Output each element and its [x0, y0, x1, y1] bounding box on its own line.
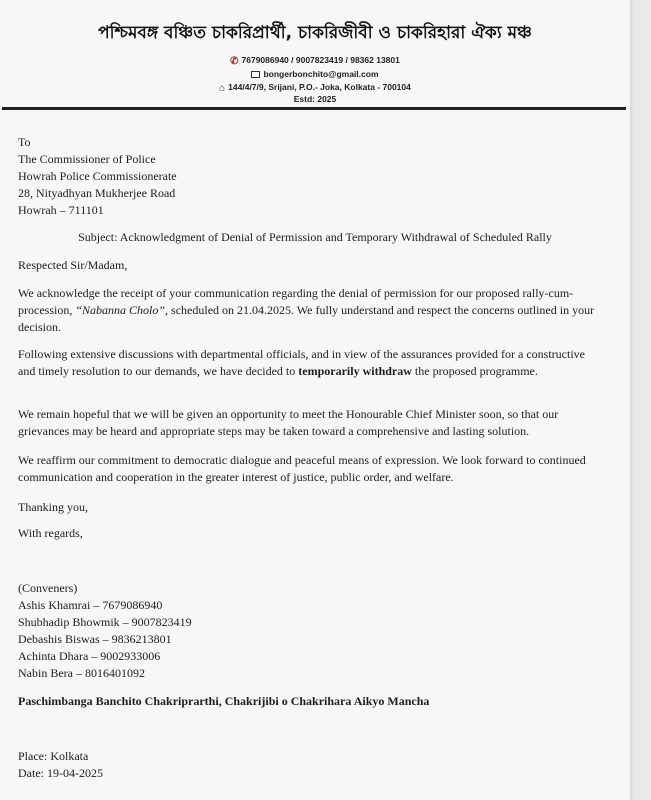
convener-item: Nabin Bera – 8016401092	[18, 666, 145, 680]
org-name-english: Paschimbanga Banchito Chakriprarthi, Chakrijibi o Chakrihara Aikyo Mancha	[18, 694, 430, 708]
emphasis-withdraw: temporarily withdraw	[298, 364, 412, 378]
address: 144/4/7/9, Srijani, P.O.- Joka, Kolkata - 700104	[228, 82, 411, 92]
body-paragraph-2: Following extensive discussions with departmental officials, and in view of the assurances provided for a constructive and timely resolution to our demands, we have decided to temporarily withdraw the proposed programme.	[18, 347, 585, 378]
place: Place: Kolkata	[18, 749, 89, 763]
recipient-line-4: Howrah – 711101	[18, 203, 104, 217]
established: Estd: 2025	[293, 94, 337, 104]
recipient-line-3: 28, Nityadhyan Mukherjee Road	[18, 186, 176, 200]
subject-line: Subject: Acknowledgment of Denial of Permission and Temporary Withdrawal of Scheduled Rally	[78, 230, 552, 244]
body-paragraph-3: We remain hopeful that we will be given an opportunity to meet the Honourable Chief Minister soon, so that our grievances may be heard and appropriate steps may be taken toward a comprehensive and lasting solution.	[18, 407, 559, 438]
convener-item: Achinta Dhara – 9002933006	[18, 649, 161, 663]
email-line	[0, 69, 630, 79]
convener-item: Shubhadip Bhowmik – 9007823419	[18, 615, 192, 629]
rally-name: “Nabanna Cholo”	[75, 303, 166, 317]
recipient-line-1: The Commissioner of Police	[18, 152, 156, 166]
convener-item: Ashis Khamrai – 7679086940	[18, 598, 163, 612]
phone-numbers: 7679086940 / 9007823419 / 98362 13801	[241, 55, 400, 65]
closing-thanks: Thanking you,	[18, 500, 88, 514]
salutation: Respected Sir/Madam,	[18, 258, 128, 272]
to-label: To	[18, 135, 31, 149]
closing-regards: With regards,	[18, 526, 83, 540]
body-paragraph-4: We reaffirm our commitment to democratic dialogue and peaceful means of expression. We look forward to continued communication and cooperation in the greater interest of justice, public order, and welfare.	[18, 453, 586, 484]
org-name-bengali: পশ্চিমবঙ্গ বঞ্চিত চাকরিপ্রার্থী, চাকরিজীবী ও চাকরিহারা ঐক্য মঞ্চ	[98, 23, 532, 43]
conveners-heading: (Conveners)	[18, 581, 78, 595]
header-divider	[2, 107, 626, 110]
home-icon: ⌂	[219, 83, 226, 94]
phone-icon: ✆	[230, 56, 239, 67]
body-paragraph-1: We acknowledge the receipt of your communication regarding the denial of permission for our proposed rally-cum-procession, “Nabanna Cholo”, scheduled on 21.04.2025. We fully understand and respect the concerns outlined in your decision.	[18, 286, 595, 334]
date: Date: 19-04-2025	[18, 766, 103, 780]
convener-item: Debashis Biswas – 9836213801	[18, 632, 172, 646]
address-line	[0, 82, 630, 94]
phone-line	[0, 55, 630, 67]
recipient-line-2: Howrah Police Commissionerate	[18, 169, 177, 183]
email-icon	[251, 71, 260, 78]
email-address: bongerbonchito@gmail.com	[263, 69, 379, 79]
